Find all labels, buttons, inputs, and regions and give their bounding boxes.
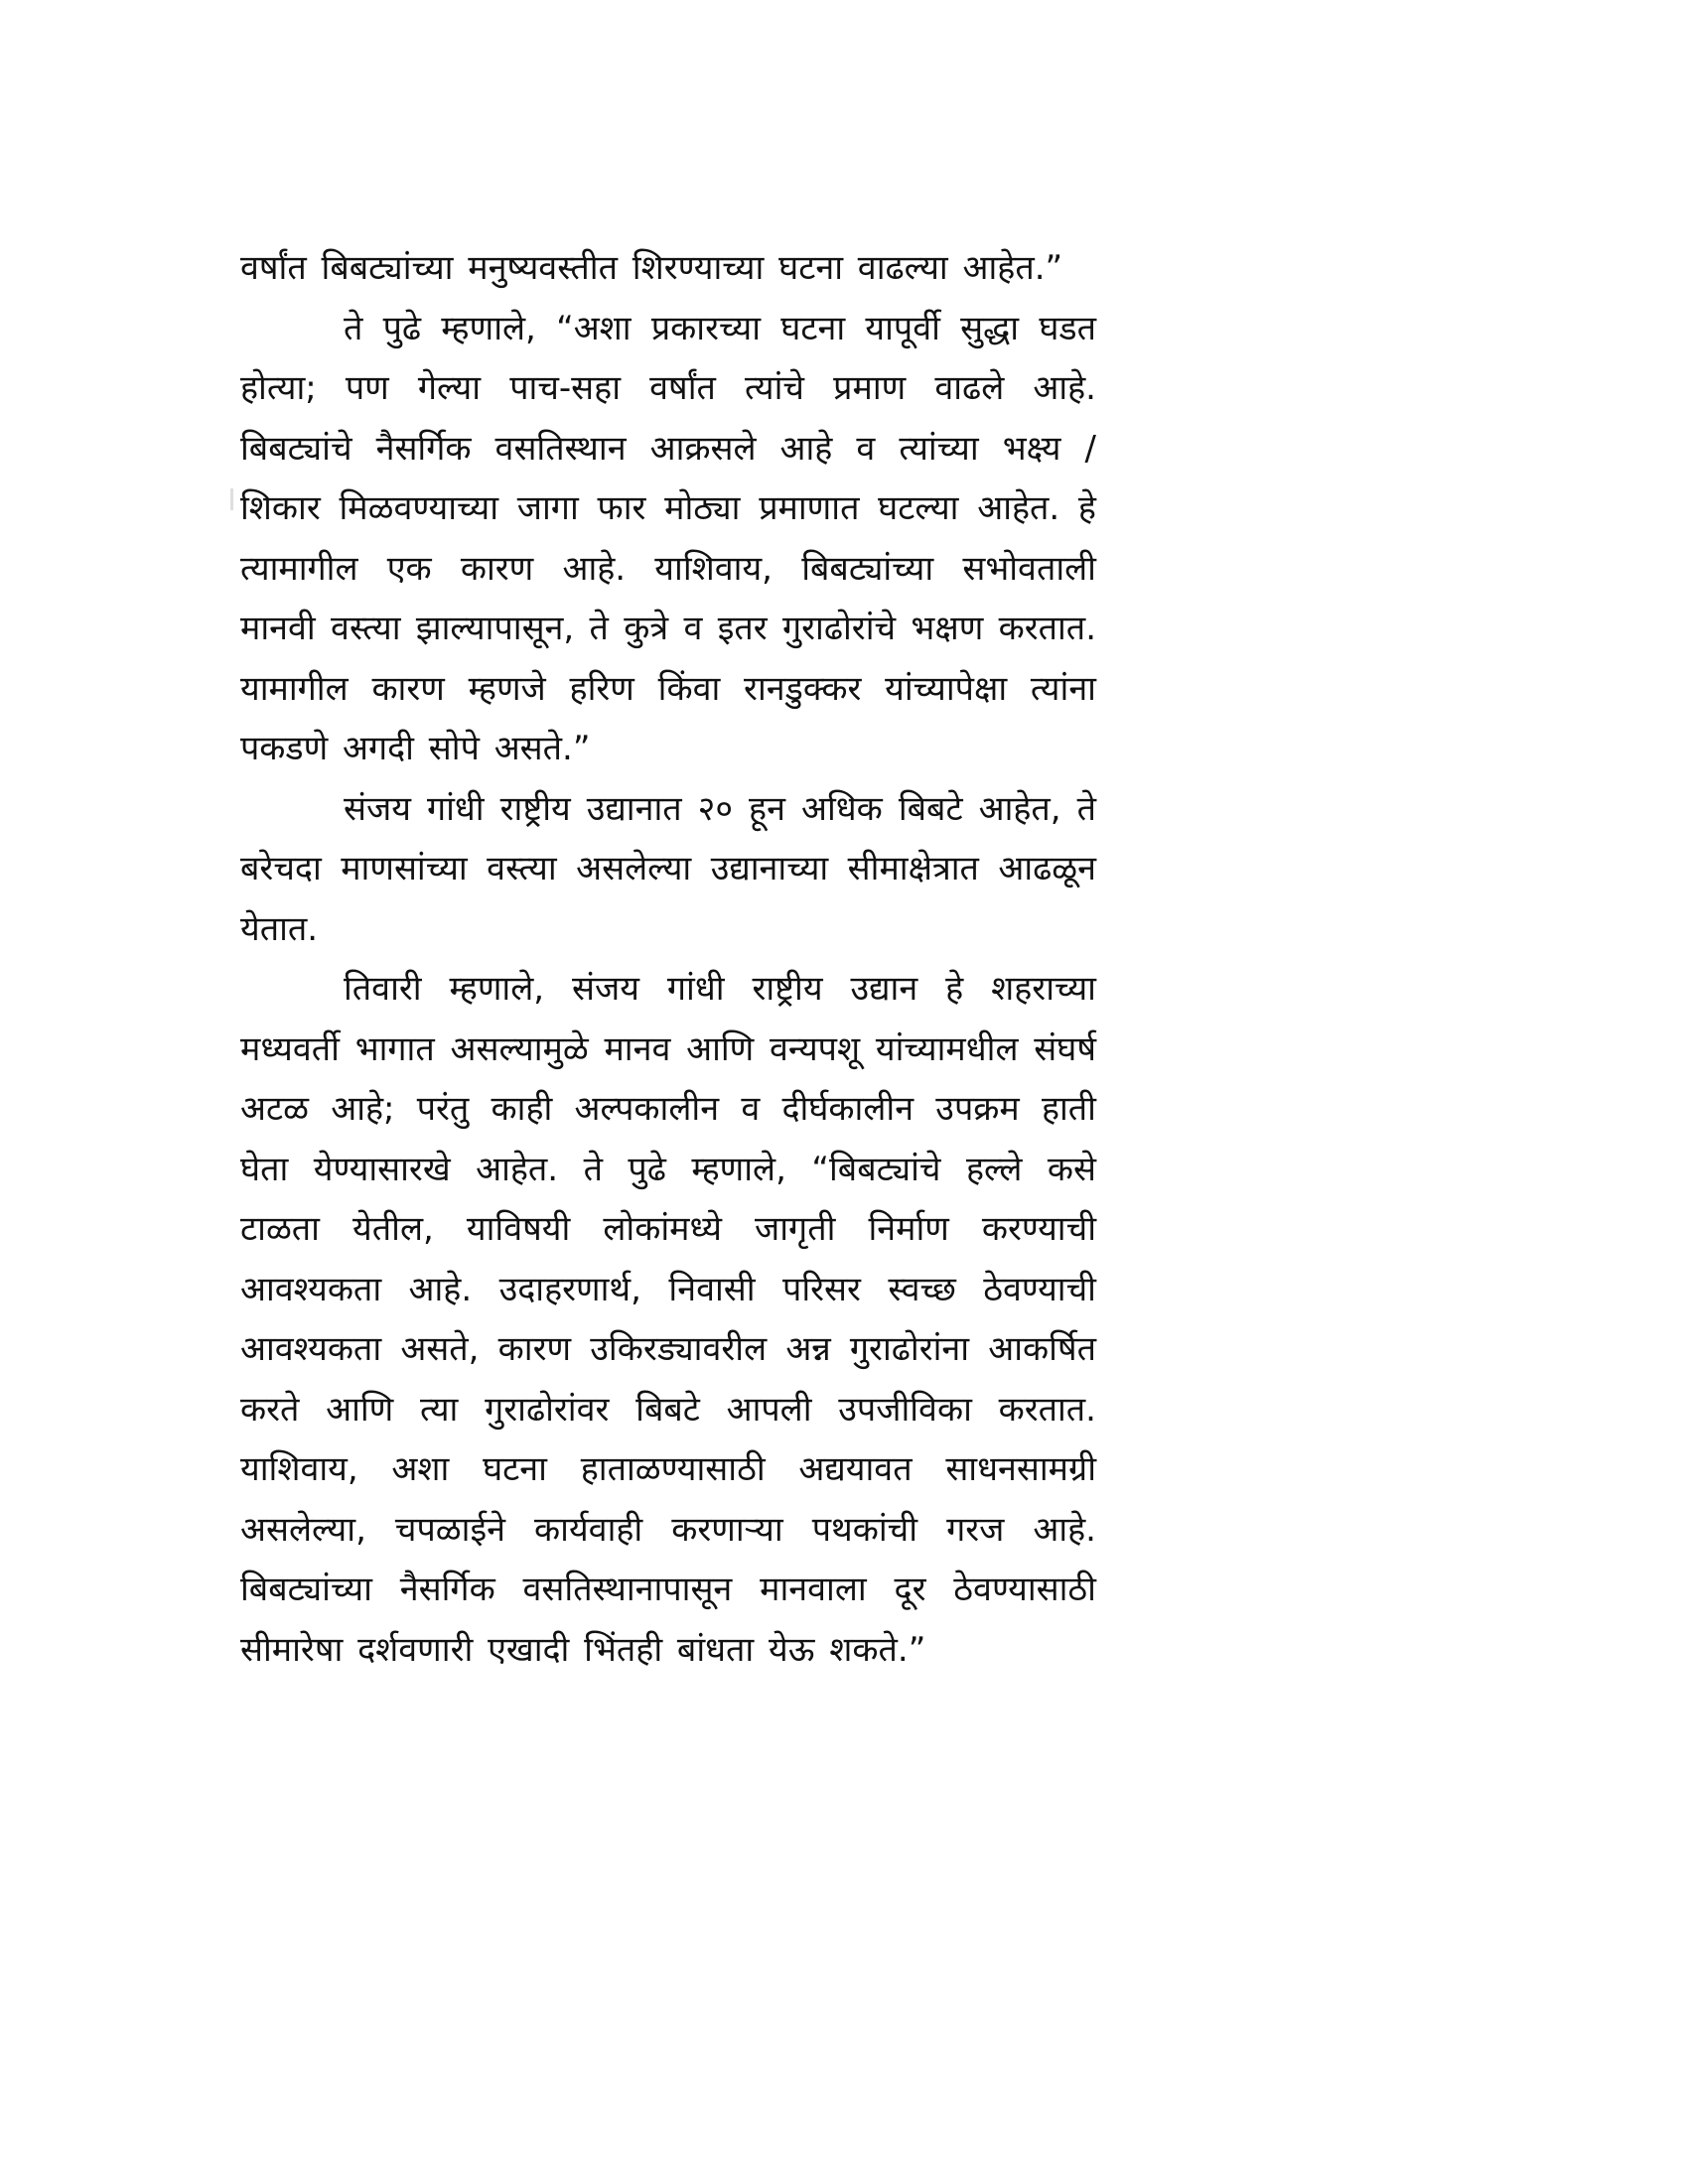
scan-artifact xyxy=(230,488,233,510)
paragraph-quote-habitat: ते पुढे म्हणाले, “अशा प्रकारच्या घटना यापूर्वी सुद्धा घडत होत्या; पण गेल्या पाच-सहा वर्षांत त्यांचे प्रमाण वाढले आहे. बिबट्यांचे नैसर्गिक वसतिस्थान आक्रसले आहे व त्यांच्या भक्ष्य / शिकार मिळवण्याच्या जागा फार मोठ्या प्रमाणात घटल्या आहेत. हे त्यामागील एक कारण आहे. याशिवाय, बिबट्यांच्या सभोवताली मानवी वस्त्या झाल्यापासून, ते कुत्रे व इतर गुराढोरांचे भक्षण करतात. यामागील कारण म्हणजे हरिण किंवा रानडुक्कर यांच्यापेक्षा त्यांना पकडणे अगदी सोपे असते.” xyxy=(240,308,1096,768)
paragraph-tiwari-measures: तिवारी म्हणाले, संजय गांधी राष्ट्रीय उद्यान हे शहराच्या मध्यवर्ती भागात असल्यामुळे मानव आणि वन्यपशू यांच्यामधील संघर्ष अटळ आहे; परंतु काही अल्पकालीन व दीर्घकालीन उपक्रम हाती घेता येण्यासारखे आहेत. ते पुढे म्हणाले, “बिबट्यांचे हल्ले कसे टाळता येतील, याविषयी लोकांमध्ये जागृती निर्माण करण्याची आवश्यकता आहे. उदाहरणार्थ, निवासी परिसर स्वच्छ ठेवण्याची आवश्यकता असते, कारण उकिरड्यावरील अन्न गुराढोरांना आकर्षित करते आणि त्या गुराढोरांवर बिबटे आपली उपजीविका करतात. याशिवाय, अशा घटना हाताळण्यासाठी अद्ययावत साधनसामग्री असलेल्या, चपळाईने कार्यवाही करणाऱ्या पथकांची गरज आहे. बिबट्यांच्या नैसर्गिक वसतिस्थानापासून मानवाला दूर ठेवण्यासाठी सीमारेषा दर्शवणारी एखादी भिंतही बांधता येऊ शकते.” xyxy=(240,969,1096,1670)
paragraph-continuation: वर्षांत बिबट्यांच्या मनुष्यवस्तीत शिरण्याच्या घटना वाढल्या आहेत.” xyxy=(240,248,1063,288)
body-text xyxy=(240,238,1096,1680)
paragraph-park-leopards: संजय गांधी राष्ट्रीय उद्यानात २० हून अधिक बिबटे आहेत, ते बरेचदा माणसांच्या वस्त्या असलेल्या उद्यानाच्या सीमाक्षेत्रात आढळून येतात. xyxy=(240,788,1096,949)
